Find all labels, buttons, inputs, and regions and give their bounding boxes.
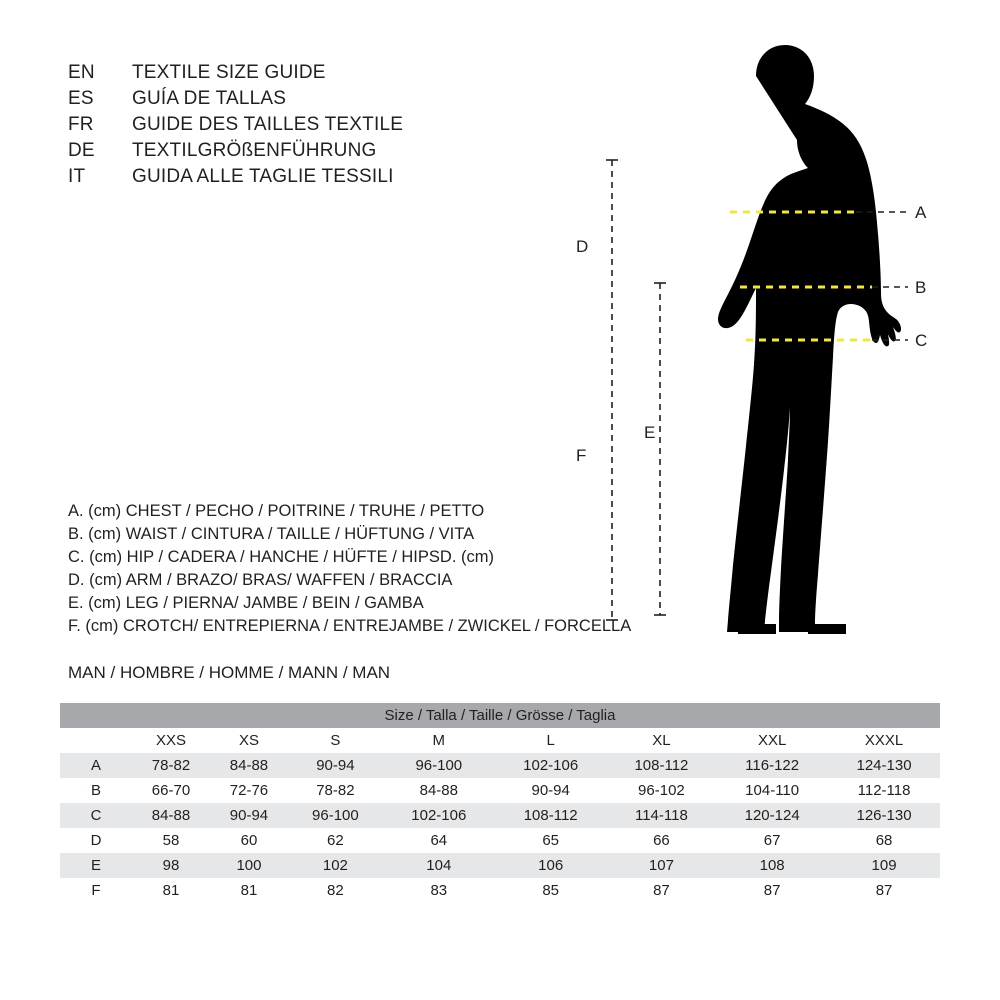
title-lang-fr: FR [68,114,94,135]
cell-d-xs: 60 [210,828,288,853]
table-row [60,753,940,778]
column-header-l: L [495,728,607,753]
cell-b-xxs: 66-70 [132,778,210,803]
cell-c-xs: 90-94 [210,803,288,828]
column-header-xxxl: XXXL [828,728,940,753]
cell-c-m: 102-106 [383,803,495,828]
row-label-a: A [60,753,132,778]
cell-c-l: 108-112 [495,803,607,828]
cell-e-xs: 100 [210,853,288,878]
cell-e-xxl: 108 [716,853,828,878]
cell-d-l: 65 [495,828,607,853]
table-column-header-row [60,728,940,753]
title-row [68,62,588,88]
cell-b-xxl: 104-110 [716,778,828,803]
figure-label-f: F [576,446,587,465]
table-row [60,878,940,903]
legend-item-a: A. (cm) CHEST / PECHO / POITRINE / TRUHE / PETTO [68,502,485,520]
column-header-s: S [288,728,383,753]
size-table [60,703,940,903]
cell-a-s: 90-94 [288,753,383,778]
figure-label-c: C [915,331,928,350]
title-text-es: GUÍA DE TALLAS [132,88,287,109]
gender-group-label: MAN / HOMBRE / HOMME / MANN / MAN [68,663,391,682]
size-table-wrap [60,703,940,903]
figure-label-e: E [644,423,656,442]
cell-e-m: 104 [383,853,495,878]
cell-e-l: 106 [495,853,607,878]
table-row [60,828,940,853]
cell-b-xs: 72-76 [210,778,288,803]
cell-b-l: 90-94 [495,778,607,803]
table-row [60,778,940,803]
cell-b-xxxl: 112-118 [828,778,940,803]
column-header-xs: XS [210,728,288,753]
title-lang-de: DE [68,140,95,161]
cell-f-l: 85 [495,878,607,903]
legend-block [68,500,668,638]
cell-f-xxxl: 87 [828,878,940,903]
cell-e-xxs: 98 [132,853,210,878]
cell-e-s: 102 [288,853,383,878]
cell-d-xl: 66 [607,828,717,853]
legend-item-e: E. (cm) LEG / PIERNA/ JAMBE / BEIN / GAMBA [68,594,424,612]
figure-label-a: A [915,203,927,222]
cell-b-s: 78-82 [288,778,383,803]
column-header-m: M [383,728,495,753]
cell-c-xxl: 120-124 [716,803,828,828]
cell-c-xxxl: 126-130 [828,803,940,828]
title-row [68,140,588,166]
title-row [68,114,588,140]
cell-c-s: 96-100 [288,803,383,828]
figure-label-b: B [915,278,927,297]
table-corner-cell [60,728,132,753]
title-row [68,166,588,192]
cell-f-s: 82 [288,878,383,903]
cell-d-xxl: 67 [716,828,828,853]
table-row [60,853,940,878]
cell-a-xxxl: 124-130 [828,753,940,778]
title-text-en: TEXTILE SIZE GUIDE [132,62,326,83]
legend-item-b: B. (cm) WAIST / CINTURA / TAILLE / HÜFTUNG / VITA [68,525,475,543]
cell-d-xxxl: 68 [828,828,940,853]
cell-f-m: 83 [383,878,495,903]
figure-label-d: D [576,237,589,256]
title-lang-es: ES [68,88,94,109]
title-text-it: GUIDA ALLE TAGLIE TESSILI [132,166,394,187]
legend-item-d: D. (cm) ARM / BRAZO/ BRAS/ WAFFEN / BRACCIA [68,571,453,589]
cell-e-xl: 107 [607,853,717,878]
cell-c-xl: 114-118 [607,803,717,828]
cell-d-xxs: 58 [132,828,210,853]
cell-a-xl: 108-112 [607,753,717,778]
legend-item-f: F. (cm) CROTCH/ ENTREPIERNA / ENTREJAMBE / ZWICKEL / FORCELLA [68,617,632,635]
row-label-f: F [60,878,132,903]
legend-item-c: C. (cm) HIP / CADERA / HANCHE / HÜFTE / HIPSD. (cm) [68,548,494,566]
table-header-label: Size / Talla / Taille / Grösse / Taglia [60,703,940,728]
title-lang-it: IT [68,166,86,187]
cell-b-xl: 96-102 [607,778,717,803]
title-row [68,88,588,114]
cell-a-xxs: 78-82 [132,753,210,778]
table-row [60,803,940,828]
column-header-xl: XL [607,728,717,753]
cell-f-xs: 81 [210,878,288,903]
cell-d-m: 64 [383,828,495,853]
title-text-de: TEXTILGRÖßENFÜHRUNG [132,140,377,161]
cell-f-xxs: 81 [132,878,210,903]
row-label-e: E [60,853,132,878]
cell-f-xxl: 87 [716,878,828,903]
cell-f-xl: 87 [607,878,717,903]
cell-a-m: 96-100 [383,753,495,778]
cell-d-s: 62 [288,828,383,853]
cell-e-xxxl: 109 [828,853,940,878]
cell-b-m: 84-88 [383,778,495,803]
title-text-fr: GUIDE DES TAILLES TEXTILE [132,114,404,135]
row-label-c: C [60,803,132,828]
column-header-xxs: XXS [132,728,210,753]
cell-c-xxs: 84-88 [132,803,210,828]
table-header-band [60,703,940,728]
column-header-xxl: XXL [716,728,828,753]
cell-a-l: 102-106 [495,753,607,778]
title-lang-en: EN [68,62,95,83]
cell-a-xxl: 116-122 [716,753,828,778]
row-label-b: B [60,778,132,803]
title-block [68,62,588,192]
cell-a-xs: 84-88 [210,753,288,778]
row-label-d: D [60,828,132,853]
